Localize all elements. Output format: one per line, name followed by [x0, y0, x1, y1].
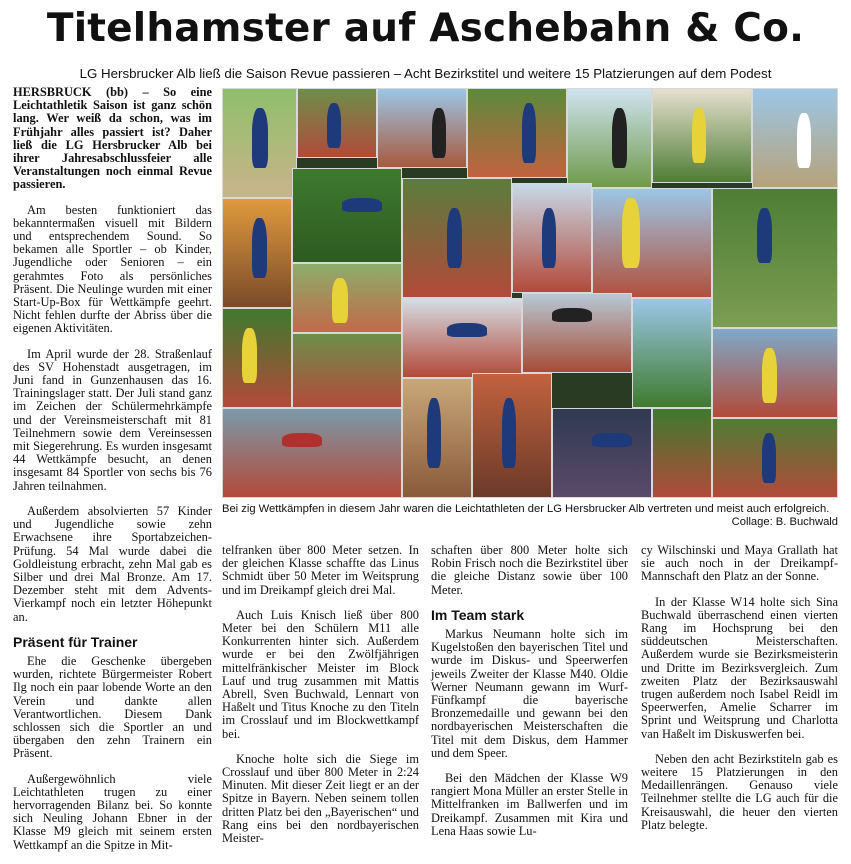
body-paragraph: Auch Luis Knisch ließ über 800 Meter bei den Schülern M11 alle Konkurrenten hinter sich. Außerdem wurde er bei den Zwölfjährigen mittelfränkischer Meister im Block Lauf und trug zusammen mit Mattis Abrell, Sven Buchwald, Lennart von Haßelt und Titus Knoche zu den Titeln im Crosslauf und im Blockwettkampf bei.: [222, 607, 419, 741]
collage-photo: [222, 308, 292, 408]
column-1: [13, 86, 212, 864]
column-4: [641, 544, 838, 844]
athlete-figure: [242, 328, 257, 383]
athlete-figure: [622, 198, 640, 268]
athlete-figure: [342, 198, 382, 212]
body-paragraph: Markus Neumann holte sich im Kugelstoßen den bayerischen Titel und wurde im Diskus- und Speerwerfen jeweils Zweiter der Klasse M40. Oldie Werner Neumann gewann im Wurf-Fünfkampf die bayerische Bronzemedaille und gewann bei den nordbayerischen Meisterschaften die Titel mit dem Diskus, dem Hammer und dem Speer.: [431, 627, 628, 760]
column-3: [431, 544, 628, 850]
athlete-figure: [692, 108, 706, 163]
collage-photo: [567, 88, 652, 188]
collage-photo: [467, 88, 567, 178]
collage-photo: [292, 168, 402, 263]
athlete-figure: [762, 433, 776, 483]
collage-photo: [652, 408, 712, 498]
photo-collage: [222, 88, 838, 498]
athlete-figure: [502, 398, 516, 468]
collage-photo: [377, 88, 467, 168]
lead-paragraph: [13, 86, 212, 192]
athlete-figure: [327, 103, 341, 148]
body-paragraph: cy Wilschinski und Maya Grallath hat sie auch noch in der Dreikampf-Mannschaft den Platz an der Sonne.: [641, 543, 838, 584]
collage-photo: [712, 188, 838, 328]
collage-photo: [752, 88, 838, 188]
lead-text: – So eine Leichtathletik Saison ist ganz schön lang. Wer weiß da schon, was im Frühjahr alles passiert ist? Daher ließ die LG Hersbrucker Alb bei ihrer Jahresabschlussfeier alle Veranstaltungen noch einmal Revue passieren.: [13, 85, 212, 192]
body-paragraph: Neben den acht Bezirkstiteln gab es weitere 15 Platzierungen in den Medaillenrängen. Genauso viele Teilnehmer stellte die LG auch für die Kreisauswahl, die heuer den vierten Platz belegte.: [641, 751, 838, 832]
dateline: HERSBRUCK (bb): [13, 85, 128, 99]
subheading-praesent: Präsent für Trainer: [13, 633, 138, 650]
collage-photo: [292, 333, 402, 408]
body-paragraph: telfranken über 800 Meter setzen. In der gleichen Klasse schaffte das Linus Schmidt über 50 Meter im Weitsprung und im Dreikampf gleich drei Mal.: [222, 543, 419, 597]
athlete-figure: [447, 208, 462, 268]
photo-caption: Bei zig Wettkämpfen in diesem Jahr waren die Leichtathleten der LG Hersbrucker Alb vertreten und meist auch erfolgreich.: [222, 503, 830, 515]
athlete-figure: [762, 348, 777, 403]
headline: Titelhamster auf Aschebahn & Co.: [46, 6, 805, 51]
body-paragraph: Ehe die Geschenke übergeben wurden, richtete Bürgermeister Robert Ilg noch ein paar lobende Worte an den Verein und dankte allen Verantwortlichen. Diesem Dank schlossen sich die Sportler an und übergaben den zehn Trainern ein Präsent.: [13, 653, 212, 761]
athlete-figure: [612, 108, 627, 168]
collage-photo: [402, 298, 522, 378]
athlete-figure: [427, 398, 441, 468]
athlete-figure: [252, 218, 267, 278]
subheadline: LG Hersbrucker Alb ließ die Saison Revue passieren – Acht Bezirkstitel und weitere 15 Platzierungen auf dem Podest: [79, 66, 772, 81]
collage-photo: [552, 408, 652, 498]
athlete-figure: [552, 308, 592, 322]
collage-photo: [592, 188, 712, 298]
athlete-figure: [757, 208, 772, 263]
body-paragraph: Außergewöhnlich viele Leichtathleten trugen zu einer hervorragenden Bilanz bei. So konnte sich Neuling Johann Ebner in der Klasse M9 gleich mit seinem ersten Wettkampf an die Spitze in Mit-: [13, 771, 212, 852]
athlete-figure: [592, 433, 632, 447]
athlete-figure: [432, 108, 446, 158]
athlete-figure: [542, 208, 556, 268]
body-paragraph: Außerdem absolvierten 57 Kinder und Jugendliche sowie zehn Erwachsene ihre Sportabzeichen-Prüfung. 54 Mal wurde dabei die Goldleistung erbracht, zehn Mal gab es Silber und drei Mal Bronze. Am 17. Dezember steht mit dem Advents-Vierkampf noch ein letzter Höhepunkt an.: [13, 503, 212, 624]
athlete-figure: [282, 433, 322, 447]
photo-credit: Collage: B. Buchwald: [731, 516, 838, 528]
body-paragraph: schaften über 800 Meter holte sich Robin Frisch noch die Bezirkstitel über die gleiche Distanz sowie über 100 Meter.: [431, 543, 628, 597]
body-paragraph: Knoche holte sich die Siege im Crosslauf und über 800 Meter in 2:24 Minuten. Mit dieser Zeit liegt er an der Spitze in Bayern. Neben seinem tollen dritten Platz bei den „Bayerischen“ und Rang eins bei den nordbayerischen Meister-: [222, 751, 419, 846]
body-paragraph: In der Klasse W14 holte sich Sina Buchwald überraschend einen vierten Rang im Hochsprung bei den süddeutschen Meisterschaften. Außerdem wurde sie Bezirksmeisterin und Dritte im Bezirksvergleich. Zum zweiten Platz der Bezirksauswahl trugen außerdem noch Isabel Reidl im Speerwerfen, Amelie Scharrer im Sprint und Weitsprung und Charlotta van Haßelt im Diskuswerfen bei.: [641, 594, 838, 741]
column-2: [222, 544, 419, 857]
body-paragraph: Bei den Mädchen der Klasse W9 rangiert Mona Müller an erster Stelle in Mittelfranken im Ballwerfen und im Dreikampf. Zusammen mit Kira und Lena Haas sowie Lu-: [431, 771, 628, 838]
body-paragraph: Im April wurde der 28. Straßenlauf des SV Hohenstadt ausgetragen, im Juni fand in Gunzenhausen das 16. Trainingslager statt. Der Juli stand ganz im Zeichen der Schülermehrkämpfe und der Vereinsmeisterschaft mit 81 Teilnehmern sowie dem Vereinsessen mit Siegerehrung. Es wurden insgesamt 44 Wettkämpfe besucht, an denen insgesamt 84 Sportler von sechs bis 76 Jahren teilnahmen.: [13, 346, 212, 493]
athlete-figure: [332, 278, 348, 323]
athlete-figure: [797, 113, 811, 168]
collage-photo: [222, 408, 402, 498]
athlete-figure: [447, 323, 487, 337]
body-paragraph: Am besten funktioniert das bekanntermaßen visuell mit Bildern und entsprechendem Sound. So bekamen alle Sportler – ob Kinder, Jugendliche oder Senioren – ein gerahmtes Foto als persönliches Präsent. Die Neulinge wurden mit einer Start-Up-Box für Wettkämpfe geehrt. Nicht fehlen durfte der Abriss über die eigenen Aktivitäten.: [13, 202, 212, 336]
athlete-figure: [252, 108, 268, 168]
collage-photo: [522, 293, 632, 373]
subheading-team: Im Team stark: [431, 606, 525, 623]
collage-photo: [632, 298, 712, 408]
athlete-figure: [522, 103, 536, 163]
